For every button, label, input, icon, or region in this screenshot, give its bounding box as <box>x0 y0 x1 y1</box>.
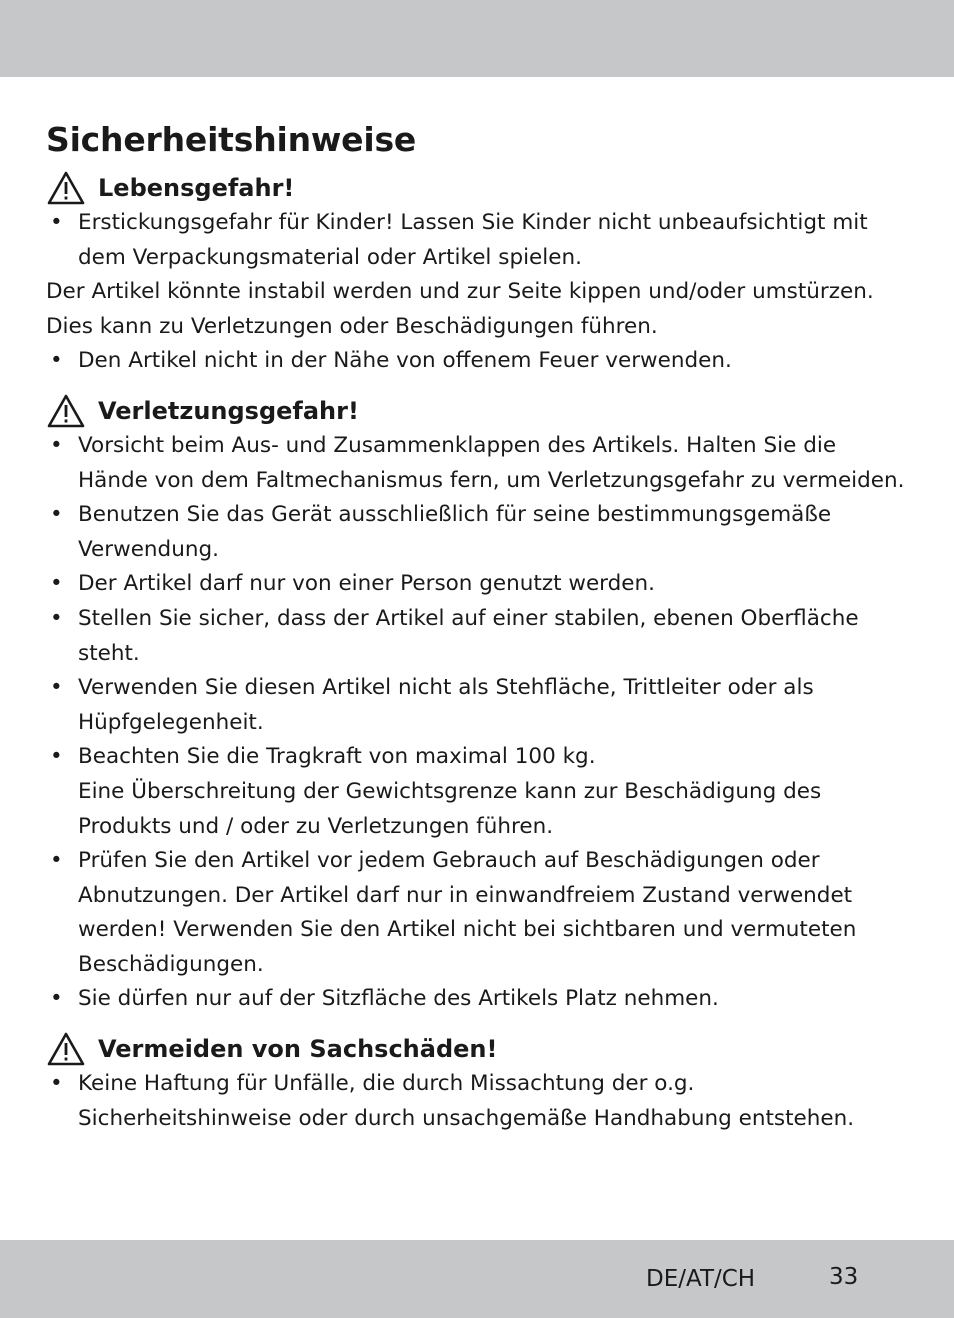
footer-band <box>0 1240 954 1318</box>
bullet-glyph: • <box>50 571 63 597</box>
list-item: • Keine Haftung für Unfälle, die durch Missachtung der o.g. Sicherheitshinweise oder durch unsachgemäße Handhabung entstehen. <box>46 1067 908 1136</box>
section-heading-sachschaeden <box>46 1031 908 1067</box>
list-item: • Der Artikel darf nur von einer Person genutzt werden. <box>46 567 908 602</box>
bullet-glyph: • <box>50 348 63 374</box>
bullet-list <box>46 429 908 1017</box>
bullet-list <box>46 344 908 379</box>
bullet-glyph: • <box>50 605 63 631</box>
bullet-list <box>46 1067 908 1136</box>
warning-triangle-icon <box>46 1031 86 1067</box>
bullet-glyph: • <box>50 675 63 701</box>
paragraph: Der Artikel könnte instabil werden und zur Seite kippen und/oder umstürzen. Dies kann zu Verletzungen oder Beschädigungen führen. <box>46 279 874 339</box>
header-band <box>0 0 954 77</box>
list-item: • Benutzen Sie das Gerät ausschließlich für seine bestimmungsgemäße Verwendung. <box>46 498 908 567</box>
bullet-glyph: • <box>50 210 63 235</box>
warning-triangle-icon <box>46 170 86 206</box>
list-item: • Erstickungsgefahr für Kinder! Lassen Sie Kinder nicht unbeaufsichtigt mit dem Verpackungsmaterial oder Artikel spielen. <box>46 206 908 275</box>
list-item: • Verwenden Sie diesen Artikel nicht als Stehfläche, Trittleiter oder als Hüpfgelegenheit. <box>46 671 908 740</box>
bullet-glyph: • <box>50 1071 63 1097</box>
section-heading-label: Lebensgefahr! <box>98 174 295 202</box>
bullet-list <box>46 206 908 275</box>
list-item: • Beachten Sie die Tragkraft von maximal 100 kg. Eine Überschreitung der Gewichtsgrenze kann zur Beschädigung des Produkts und / oder zu Verletzungen führen. <box>46 740 908 844</box>
bullet-glyph: • <box>50 848 63 874</box>
list-item: • Sie dürfen nur auf der Sitzfläche des Artikels Platz nehmen. <box>46 982 908 1017</box>
section-heading-lebensgefahr <box>46 170 908 206</box>
section-heading-label: Vermeiden von Sachschäden! <box>98 1035 498 1064</box>
bullet-glyph: • <box>50 986 63 1012</box>
list-item: • Den Artikel nicht in der Nähe von offenem Feuer verwenden. <box>46 344 908 379</box>
bullet-glyph: • <box>50 744 63 770</box>
bullet-glyph: • <box>50 432 63 458</box>
page-title: Sicherheitshinweise <box>46 120 417 159</box>
list-item: • Prüfen Sie den Artikel vor jedem Gebrauch auf Beschädigungen oder Abnutzungen. Der Artikel darf nur in einwandfreiem Zustand verwendet werden! Verwenden Sie den Artikel nicht bei sichtbaren und vermuteten Beschädigungen. <box>46 844 908 982</box>
footer-region-label: DE/AT/CH <box>646 1266 756 1292</box>
list-item: • Vorsicht beim Aus- und Zusammenklappen des Artikels. Halten Sie die Hände von dem Faltmechanismus fern, um Verletzungsgefahr zu vermeiden. <box>46 429 908 498</box>
warning-triangle-icon <box>46 393 86 429</box>
page-number: 33 <box>829 1264 859 1290</box>
section-heading-verletzungsgefahr <box>46 393 908 429</box>
page-content <box>46 118 908 1136</box>
section-heading-label: Verletzungsgefahr! <box>98 396 359 425</box>
list-item: • Stellen Sie sicher, dass der Artikel auf einer stabilen, ebenen Oberfläche steht. <box>46 602 908 671</box>
bullet-glyph: • <box>50 502 63 528</box>
